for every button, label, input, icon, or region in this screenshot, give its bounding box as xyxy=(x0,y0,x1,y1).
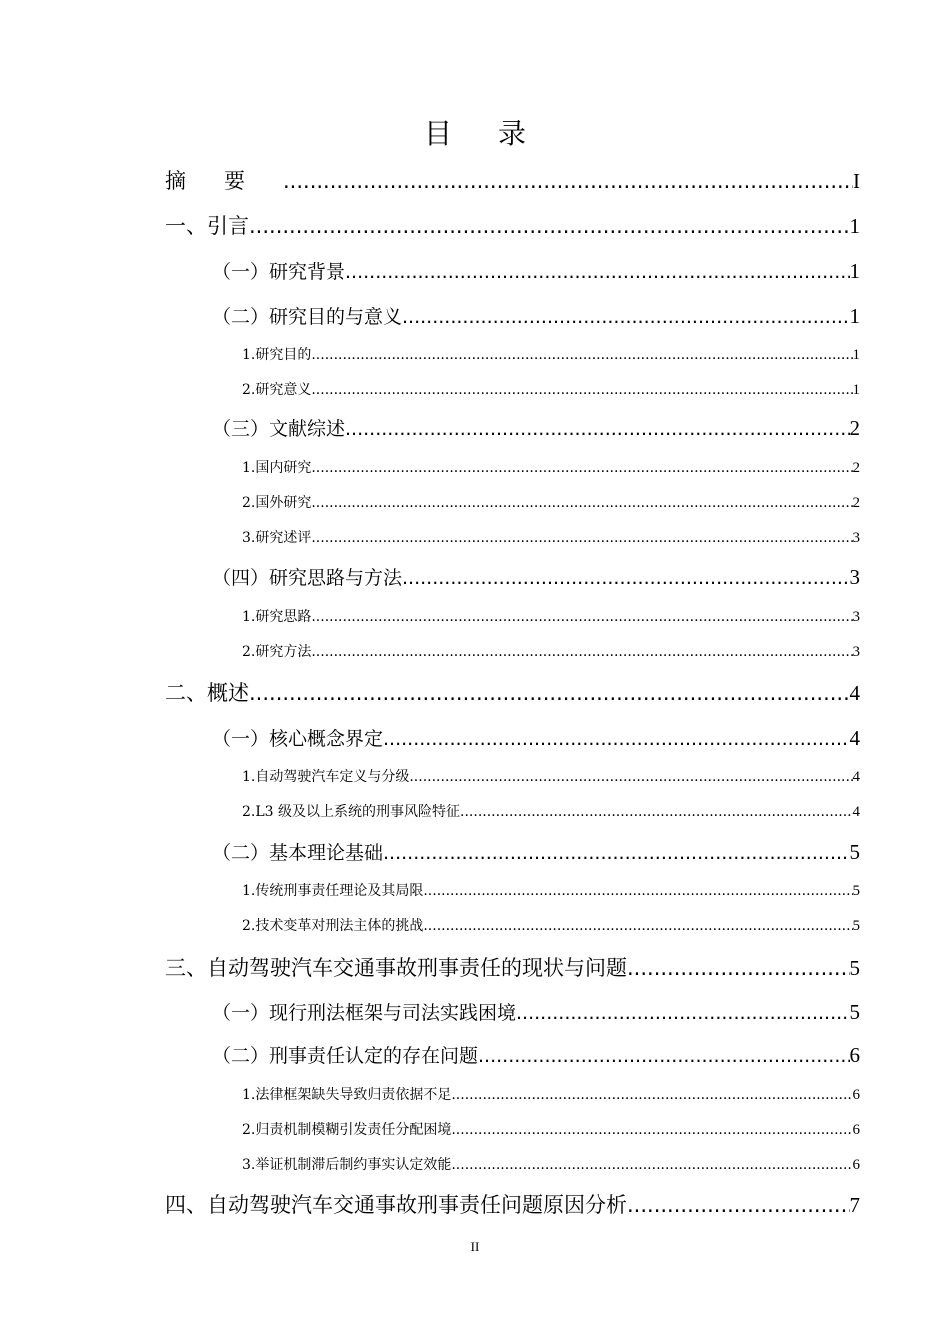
toc-leader xyxy=(627,1193,850,1217)
toc-leader xyxy=(409,769,852,785)
toc-page-number: 1 xyxy=(852,382,860,398)
toc-label: （四）研究思路与方法 xyxy=(212,567,403,589)
toc-label: 二、概述 xyxy=(165,681,249,705)
toc-label: （一）现行刑法框架与司法实践困境 xyxy=(212,1002,517,1024)
toc-page-number: 3 xyxy=(849,565,860,589)
toc-entry[interactable] xyxy=(242,1084,860,1104)
toc-label: 2.归责机制模糊引发责任分配困境 xyxy=(242,1122,452,1138)
toc-page-number: 6 xyxy=(852,1087,860,1103)
toc-page-number: 5 xyxy=(849,956,860,980)
toc-label: 2.技术变革对刑法主体的挑战 xyxy=(242,918,424,934)
toc-entry[interactable] xyxy=(212,257,860,284)
toc-leader xyxy=(451,1087,852,1103)
toc-entry[interactable] xyxy=(165,677,860,707)
toc-entry[interactable] xyxy=(242,1154,860,1174)
toc-leader xyxy=(283,169,853,193)
toc-label: 四、自动驾驶汽车交通事故刑事责任问题原因分析 xyxy=(165,1193,627,1217)
toc-entry[interactable] xyxy=(165,165,860,195)
toc-leader xyxy=(451,1157,852,1173)
toc-leader xyxy=(311,347,852,363)
toc-label: （二）研究目的与意义 xyxy=(212,306,403,328)
toc-label: 1.法律框架缺失导致归责依据不足 xyxy=(242,1087,452,1103)
toc-page-number: 5 xyxy=(852,883,860,899)
toc-label: 1.国内研究 xyxy=(242,460,312,476)
toc-label: 1.自动驾驶汽车定义与分级 xyxy=(242,769,410,785)
toc-page-number: 1 xyxy=(849,304,860,328)
toc-entry[interactable] xyxy=(212,563,860,590)
toc-entry[interactable] xyxy=(242,527,860,547)
toc-leader xyxy=(383,728,849,750)
toc-label: （一）研究背景 xyxy=(212,261,346,283)
toc-leader xyxy=(311,382,852,398)
toc-leader xyxy=(311,609,852,625)
toc-label: （二）刑事责任认定的存在问题 xyxy=(212,1045,479,1067)
toc-page-number: 6 xyxy=(849,1043,860,1067)
toc-leader xyxy=(311,530,852,546)
toc-entry[interactable] xyxy=(212,838,860,865)
toc-entry[interactable] xyxy=(242,457,860,477)
toc-entry[interactable] xyxy=(165,1189,860,1219)
toc-page-number: 2 xyxy=(849,416,860,440)
toc-leader xyxy=(423,918,852,934)
toc-entry[interactable] xyxy=(212,1041,860,1068)
toc-label: 2.研究方法 xyxy=(242,644,312,660)
toc-label: 1.传统刑事责任理论及其局限 xyxy=(242,883,424,899)
toc-entry[interactable] xyxy=(242,915,860,935)
toc-page-number: 7 xyxy=(849,1193,860,1217)
toc-leader xyxy=(311,644,852,660)
toc-label: 2.L3 级及以上系统的刑事风险特征 xyxy=(242,804,461,820)
toc-label: 一、引言 xyxy=(165,214,249,238)
toc-page-number: 2 xyxy=(852,460,860,476)
toc-page-number: 6 xyxy=(852,1157,860,1173)
toc-page-number: 3 xyxy=(852,644,860,660)
toc-label: （二）基本理论基础 xyxy=(212,842,384,864)
toc-label: 1.研究目的 xyxy=(242,347,312,363)
toc-page-number: 5 xyxy=(852,918,860,934)
toc-label: 1.研究思路 xyxy=(242,609,312,625)
toc-page-number: 3 xyxy=(852,530,860,546)
toc-page-number: 6 xyxy=(852,1122,860,1138)
toc-label: 2.国外研究 xyxy=(242,495,312,511)
toc-entry[interactable] xyxy=(242,801,860,821)
toc-entry[interactable] xyxy=(242,1119,860,1139)
toc-page-number: 1 xyxy=(849,214,860,238)
toc-label: 3.研究述评 xyxy=(242,530,312,546)
toc-entry[interactable] xyxy=(212,998,860,1025)
toc-entry[interactable] xyxy=(242,379,860,399)
toc-entry[interactable] xyxy=(242,606,860,626)
toc-entry[interactable] xyxy=(242,641,860,661)
toc-leader xyxy=(311,460,852,476)
toc-page-number: 1 xyxy=(852,347,860,363)
toc-page-number: I xyxy=(853,169,860,193)
toc-entry[interactable] xyxy=(242,880,860,900)
toc-leader xyxy=(383,842,849,864)
toc-entry[interactable] xyxy=(212,414,860,441)
toc-leader xyxy=(345,418,849,440)
toc-label: 3.举证机制滞后制约事实认定效能 xyxy=(242,1157,452,1173)
toc-leader xyxy=(451,1122,852,1138)
toc-page-number: 4 xyxy=(852,804,860,820)
toc-page-number: 4 xyxy=(849,726,860,750)
toc-leader xyxy=(478,1045,849,1067)
toc-page-number: 2 xyxy=(852,495,860,511)
toc-leader xyxy=(516,1002,849,1024)
toc-page-number: 4 xyxy=(849,681,860,705)
toc-page-number: 4 xyxy=(852,769,860,785)
toc-leader xyxy=(311,495,852,511)
toc-entry[interactable] xyxy=(212,724,860,751)
toc-page-number: 3 xyxy=(852,609,860,625)
toc-leader xyxy=(460,804,852,820)
toc-entry[interactable] xyxy=(242,492,860,512)
toc-page-number: 1 xyxy=(849,259,860,283)
toc-leader xyxy=(249,214,850,238)
toc-entry[interactable] xyxy=(165,210,860,240)
toc-label: （三）文献综述 xyxy=(212,418,346,440)
toc-label: （一）核心概念界定 xyxy=(212,728,384,750)
toc-page-number: 5 xyxy=(849,840,860,864)
toc-label: 摘要 xyxy=(165,169,283,193)
toc-page-number: 5 xyxy=(849,1000,860,1024)
toc-entry[interactable] xyxy=(242,766,860,786)
footer-page-number: II xyxy=(470,1239,480,1254)
toc-entry[interactable] xyxy=(212,302,860,329)
toc-leader xyxy=(402,567,849,589)
toc-title: 目录 xyxy=(423,117,572,150)
toc-leader xyxy=(423,883,852,899)
toc-entry[interactable] xyxy=(165,952,860,982)
toc-label: 三、自动驾驶汽车交通事故刑事责任的现状与问题 xyxy=(165,956,627,980)
toc-leader xyxy=(345,261,849,283)
toc-label: 2.研究意义 xyxy=(242,382,312,398)
toc-leader xyxy=(402,306,849,328)
toc-leader xyxy=(627,956,850,980)
toc-entry[interactable] xyxy=(242,344,860,364)
toc-leader xyxy=(249,681,850,705)
